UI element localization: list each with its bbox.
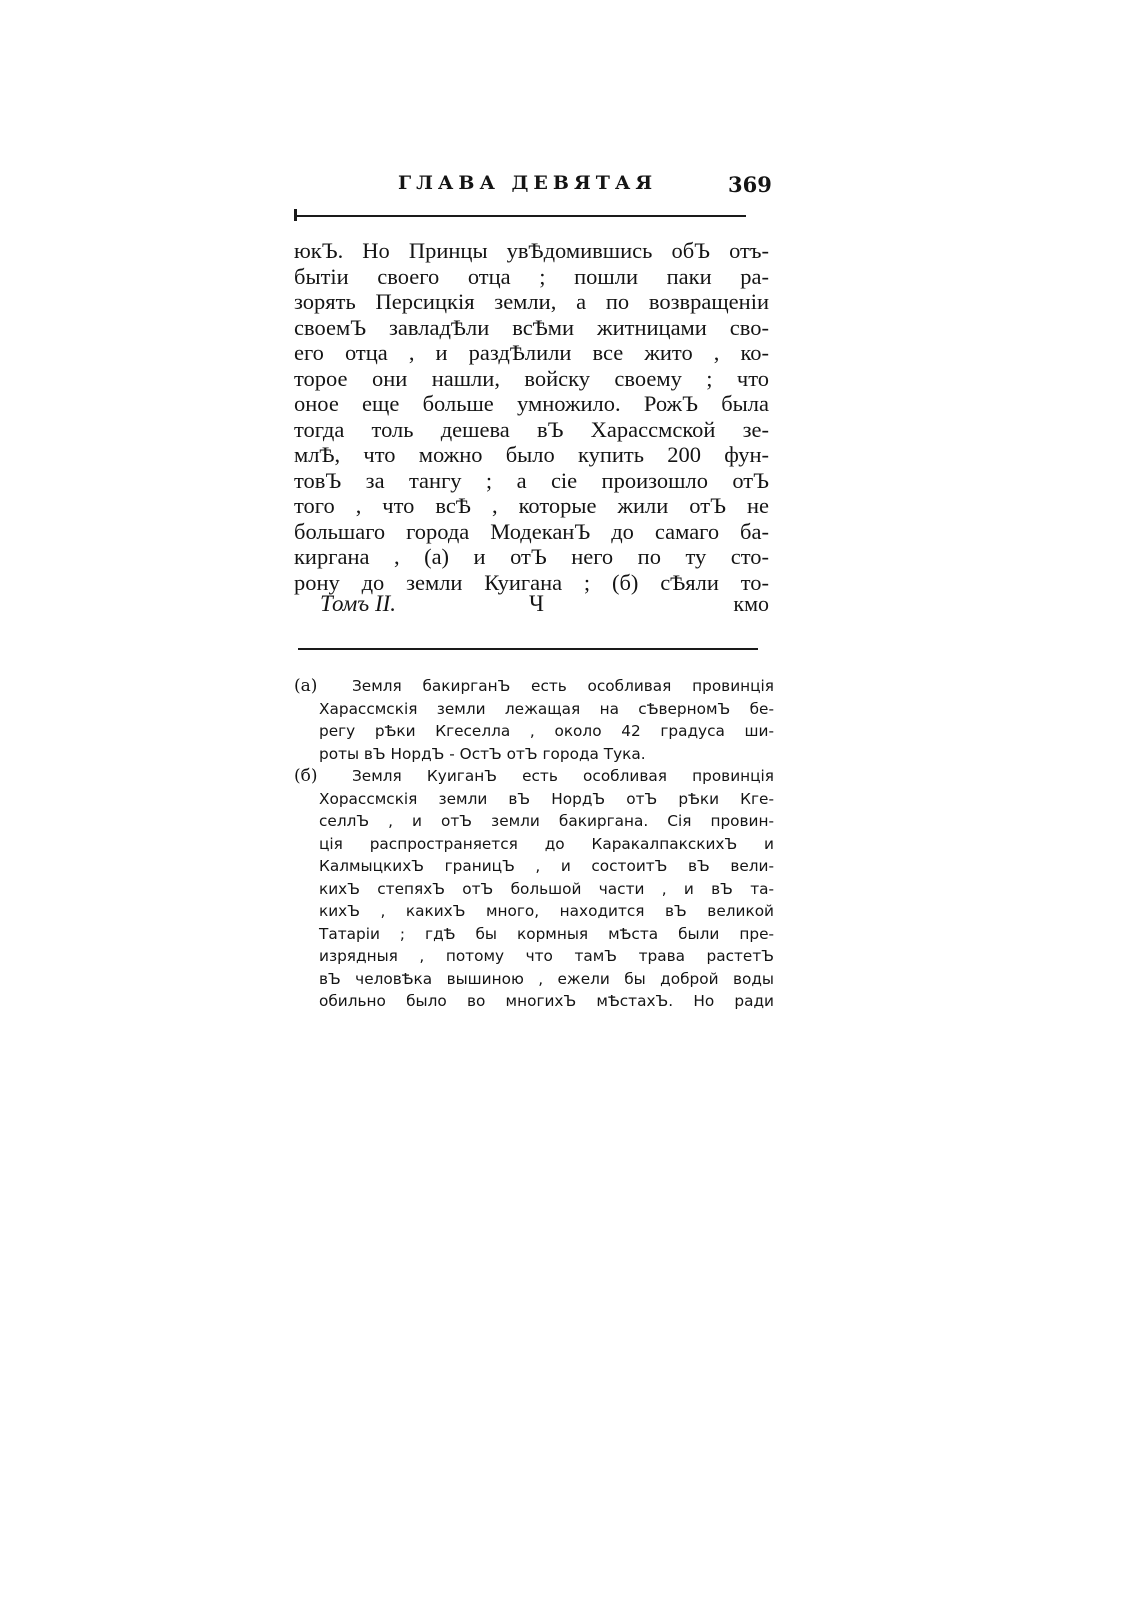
footnote-line: изрядныя , потому что тамЪ трава растетЪ [319, 947, 774, 965]
footnote-line: Земля КуиганЪ есть особливая провинція [352, 767, 774, 785]
text-line: киргана , (а) и отЪ него по ту сто- [294, 544, 769, 569]
text-line: своемЪ завладѢли всѢми житницами сво- [294, 314, 769, 340]
footnote-rule [298, 648, 758, 650]
footnote-line: Земля бакирганЪ есть особливая провинція [352, 677, 774, 695]
text-line: товЪ за тангу ; а сіе произошло отЪ [294, 467, 769, 493]
footnote-line: КалмыцкихЪ границЪ , и состоитЪ вЪ вели- [319, 857, 774, 875]
main-text [294, 238, 769, 595]
footnote-line: ція распространяется до КаракалпакскихЪ и [319, 834, 774, 853]
footnote-line: Татаріи ; гдѢ бы кормныя мѢста были пре- [319, 924, 774, 943]
text-line: оное еще больше умножило. РожЪ была [294, 391, 769, 416]
footnote-line: селлЪ , и отЪ земли бакиргана. Сія провин- [319, 812, 774, 830]
footnote-line: кихЪ , какихЪ много, находится вЪ великой [319, 902, 774, 920]
text-line: его отца , и раздѢлили все жито , ко- [294, 340, 769, 365]
footnote [294, 765, 774, 1013]
footnote-line: Хорассмскія земли вЪ НордЪ отЪ рѢки Кге- [319, 789, 774, 808]
running-head [390, 172, 790, 202]
header-rule [296, 215, 746, 217]
footnote-line: Харассмскія земли лежащая на сѢверномЪ бе- [319, 699, 774, 718]
footnote-marker: (а) [294, 676, 318, 696]
text-line: того , что всѢ , которые жили отЪ не [294, 493, 769, 518]
footnote [294, 675, 774, 765]
footnote-marker: (б) [294, 766, 318, 786]
text-line: юкЪ. Но Принцы увѢдомившись обЪ отъ- [294, 238, 769, 263]
text-line: тогда толь дешева вЪ Харассмской зе- [294, 416, 769, 442]
volume-label: Томъ II. [320, 591, 397, 616]
chapter-title: ГЛАВА ДЕВЯТАЯ [398, 172, 658, 194]
footnote-line: роты вЪ НордЪ - ОстЪ отЪ города Тука. [319, 744, 646, 763]
signature-line [294, 591, 769, 619]
text-line: большаго города МодеканЪ до самаго ба- [294, 518, 769, 544]
text-line: бытіи своего отца ; пошли паки ра- [294, 263, 769, 289]
text-line: млѢ, что можно было купить 200 фун- [294, 442, 769, 467]
text-line: торое они нашли, войску своему ; что [294, 365, 769, 391]
signature-mark: Ч [529, 591, 544, 616]
footnote-line: кихЪ степяхЪ отЪ большой части , и вЪ та- [319, 879, 774, 898]
footnote-line: вЪ человѢка вышиною , ежели бы доброй воды [319, 969, 774, 988]
catchword: кмо [733, 591, 769, 616]
footnote-line: обильно было во многихЪ мѢстахЪ. Но ради [319, 992, 774, 1010]
footnotes [294, 675, 774, 1013]
footnote-line: регу рѢки Кгеселла , около 42 градуса ши- [319, 722, 774, 740]
text-line: рону до земли Куигана ; (б) сѢяли то- [294, 569, 769, 595]
page-number: 369 [728, 172, 772, 197]
text-line: зорять Персицкія земли, а по возвращеніи [294, 289, 769, 314]
